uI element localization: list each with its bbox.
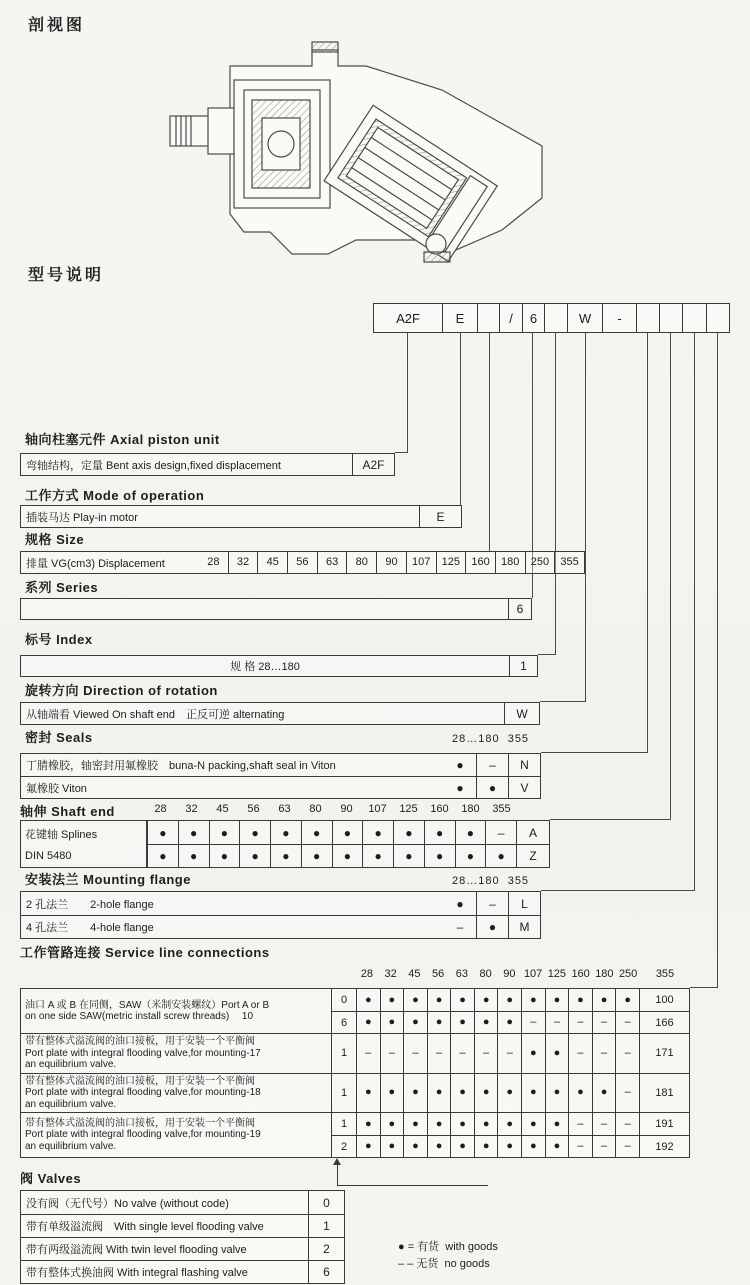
valve-code-arrow-line xyxy=(337,1164,488,1186)
shaft-availability-cell: ● xyxy=(147,821,178,844)
service-availability-cell: ● xyxy=(356,989,380,1011)
service-availability-cell: ● xyxy=(521,989,545,1011)
legend-line: – – 无货 no goods xyxy=(398,1258,490,1270)
axial-section-title: 轴向柱塞元件 Axial piston unit xyxy=(25,432,220,447)
flange-row xyxy=(21,892,540,915)
flange-row xyxy=(21,915,540,938)
index-row xyxy=(20,655,538,677)
service-availability-cell: – xyxy=(356,1034,380,1073)
service-size-headers xyxy=(355,968,690,980)
service-availability-cell: – xyxy=(592,1113,616,1135)
service-group-label-line: an equilibrium valve. xyxy=(25,1098,117,1110)
service-group-label-line: Port plate with integral flooding valve,for mounting-18 xyxy=(25,1087,261,1098)
shaft-availability-cell: ● xyxy=(301,821,332,844)
service-availability-cell: ● xyxy=(403,1136,427,1157)
valves-row xyxy=(21,1260,344,1283)
service-size-header-cell: 32 xyxy=(384,968,397,980)
shaft-size-headers xyxy=(145,803,517,815)
rotation-code: W xyxy=(504,703,539,724)
service-availability-cell: ● xyxy=(380,1012,404,1033)
index-code: 1 xyxy=(509,656,537,676)
flange-availability-cell: ● xyxy=(456,896,464,911)
shaft-table xyxy=(20,820,550,868)
service-availability-cell: ● xyxy=(403,1113,427,1135)
service-group xyxy=(21,989,689,1033)
service-availability-cell: ● xyxy=(403,1012,427,1033)
service-availability-cell: – xyxy=(615,1074,639,1113)
shaft-availability-cell: ● xyxy=(209,845,240,867)
service-availability-cell: ● xyxy=(474,1074,498,1113)
service-availability-cell: ● xyxy=(356,1012,380,1033)
shaft-row xyxy=(147,821,549,844)
shaft-row xyxy=(147,844,549,867)
shaft-availability-cell: ● xyxy=(393,845,424,867)
valves-table xyxy=(20,1190,345,1284)
mode-row xyxy=(20,505,462,528)
service-row-code-number: 191 xyxy=(639,1113,689,1135)
flange-section-title: 安装法兰 Mounting flange xyxy=(25,872,191,887)
index-section-title: 标号 Index xyxy=(25,632,93,647)
series-section-title: 系列 Series xyxy=(25,580,99,595)
service-availability-cell: ● xyxy=(380,1113,404,1135)
mode-code: E xyxy=(419,506,461,527)
mode-label: 插装马达 Play-in motor xyxy=(26,511,138,524)
service-availability-cell: ● xyxy=(545,1136,569,1157)
service-row-valve-code: 2 xyxy=(340,1140,348,1153)
service-size-header-cell: 80 xyxy=(479,968,492,980)
shaft-label-line: DIN 5480 xyxy=(25,850,72,862)
index-label: 规 格 28…180 xyxy=(230,661,300,673)
shaft-label-line: 花键轴 Splines xyxy=(25,829,98,841)
valves-row-label: 带有两级溢流阀 With twin level flooding valve xyxy=(26,1244,247,1256)
service-row xyxy=(332,1135,689,1157)
service-availability-cell: ● xyxy=(545,1034,569,1073)
service-group-label-line: 带有整体式溢流阀的油口接板，用于安装一个平衡阀 xyxy=(25,1036,255,1047)
service-group-label-line: 带有整体式溢流阀的油口接板，用于安装一个平衡阀 xyxy=(25,1117,255,1129)
shaft-size-header-cell: 28 xyxy=(154,803,167,815)
shaft-availability-cell: ● xyxy=(270,821,301,844)
rotation-label: 从轴端看 Viewed On shaft end 正反可逆 alternating xyxy=(26,708,285,721)
service-availability-cell: – xyxy=(521,1012,545,1033)
model-box-4: / xyxy=(499,303,523,333)
flange-availability-cell: – xyxy=(456,920,464,934)
valves-row xyxy=(21,1214,344,1237)
shaft-availability-cell: ● xyxy=(239,821,270,844)
service-row-code-number: 192 xyxy=(639,1136,689,1157)
service-availability-cell: – xyxy=(615,1136,639,1157)
shaft-availability-cell: – xyxy=(485,821,516,844)
series-empty-cell xyxy=(21,599,508,619)
service-availability-cell: ● xyxy=(521,1113,545,1135)
service-group-label-line: on one side SAW(metric install screw threads) 10 xyxy=(25,1011,254,1022)
connector-line-3 xyxy=(489,333,490,551)
service-group xyxy=(21,1033,689,1073)
shaft-section-title: 轴伸 Shaft end xyxy=(20,804,115,819)
flange-availability-cell: ● xyxy=(476,916,508,938)
service-availability-cell: – xyxy=(592,1034,616,1073)
valves-row-label: 带有单级溢流阀 With single level flooding valve xyxy=(26,1221,264,1233)
service-availability-cell: ● xyxy=(568,989,592,1011)
shaft-availability-cell: ● xyxy=(424,845,455,867)
service-row xyxy=(332,1113,689,1135)
service-availability-cell: ● xyxy=(450,1074,474,1113)
service-availability-cell: – xyxy=(568,1034,592,1073)
shaft-availability-cell: ● xyxy=(332,821,363,844)
service-availability-cell: ● xyxy=(380,1136,404,1157)
shaft-size-header-cell: 63 xyxy=(278,803,291,815)
service-group-label-line: an equilibrium valve. xyxy=(25,1059,117,1070)
series-code: 6 xyxy=(508,599,531,619)
service-row xyxy=(332,1011,689,1033)
size-value-cell: 45 xyxy=(257,552,287,573)
valves-row-code: 6 xyxy=(308,1261,344,1283)
service-availability-cell: ● xyxy=(474,1136,498,1157)
flange-row-code: L xyxy=(508,892,540,915)
valves-row-label: 带有整体式换油阀 With integral flashing valve xyxy=(26,1267,248,1279)
shaft-availability-cell: ● xyxy=(209,821,240,844)
service-row-valve-code: 1 xyxy=(340,1118,348,1130)
connector-line-10 xyxy=(690,333,718,988)
model-box-10 xyxy=(659,303,683,333)
service-availability-cell: ● xyxy=(427,1136,451,1157)
valves-row-code: 2 xyxy=(308,1238,344,1260)
service-size-header-cell: 56 xyxy=(432,968,445,980)
service-row xyxy=(332,1074,689,1113)
shaft-availability-cell: ● xyxy=(147,845,178,867)
seals-availability-cell: ● xyxy=(456,758,464,772)
model-box-11 xyxy=(682,303,707,333)
service-availability-cell: – xyxy=(450,1034,474,1073)
service-group-label-line: 带有整体式溢流阀的油口接板，用于安装一个平衡阀 xyxy=(25,1075,255,1087)
seals-size-header: 28…180 355 xyxy=(452,733,530,745)
service-row-valve-code: 6 xyxy=(340,1016,348,1029)
size-values xyxy=(199,552,584,573)
series-row xyxy=(20,598,532,620)
size-value-cell: 180 xyxy=(495,552,525,573)
service-availability-cell: ● xyxy=(545,989,569,1011)
model-box-6 xyxy=(544,303,568,333)
service-availability-cell: ● xyxy=(356,1136,380,1157)
service-availability-cell: ● xyxy=(380,1074,404,1113)
service-availability-cell: ● xyxy=(497,1012,521,1033)
service-availability-cell: ● xyxy=(380,989,404,1011)
service-row xyxy=(332,989,689,1011)
connector-line-9 xyxy=(541,333,695,891)
size-value-cell: 250 xyxy=(525,552,555,573)
shaft-availability-cell: ● xyxy=(424,821,455,844)
shaft-availability-cell: ● xyxy=(178,845,209,867)
service-availability-cell: ● xyxy=(427,1074,451,1113)
service-availability-cell: ● xyxy=(450,989,474,1011)
size-value-cell: 90 xyxy=(376,552,406,573)
service-availability-cell: ● xyxy=(356,1074,380,1113)
service-row xyxy=(332,1034,689,1073)
service-availability-cell: – xyxy=(380,1034,404,1073)
legend-line: ● = 有货 with goods xyxy=(398,1241,498,1253)
valves-row-label: 没有阀（无代号）No valve (without code) xyxy=(26,1197,229,1210)
service-group-label-line: an equilibrium valve. xyxy=(25,1140,117,1152)
service-availability-cell: – xyxy=(615,1012,639,1033)
shaft-availability-cell: ● xyxy=(455,845,486,867)
shaft-availability-cell: ● xyxy=(332,845,363,867)
service-size-header-cell: 107 xyxy=(523,968,543,980)
service-availability-cell: – xyxy=(474,1034,498,1073)
size-value-cell: 80 xyxy=(346,552,376,573)
shaft-size-header-cell: 107 xyxy=(368,803,387,815)
service-size-header-cell: 355 xyxy=(655,968,675,980)
service-size-header-cell: 45 xyxy=(408,968,421,980)
size-row xyxy=(20,551,585,574)
size-value-cell: 32 xyxy=(228,552,258,573)
service-group-label-line: 油口 A 或 B 在同侧，SAW（米制安装螺纹）Port A or B xyxy=(25,999,270,1011)
valves-section-title: 阀 Valves xyxy=(20,1171,82,1186)
model-title: 型号说明 xyxy=(28,267,105,284)
service-availability-cell: ● xyxy=(592,989,616,1011)
service-row-valve-code: 1 xyxy=(340,1047,348,1060)
shaft-size-header-cell: 32 xyxy=(185,803,198,815)
shaft-availability-cell: ● xyxy=(455,821,486,844)
shaft-availability-cell: ● xyxy=(239,845,270,867)
axial-label: 弯轴结构，定量 Bent axis design,fixed displacement xyxy=(26,459,281,472)
service-size-header-cell: 63 xyxy=(455,968,468,980)
service-availability-cell: ● xyxy=(545,1113,569,1135)
service-row-code-number: 181 xyxy=(639,1074,689,1113)
service-availability-cell: – xyxy=(615,1113,639,1135)
rotation-section-title: 旋转方向 Direction of rotation xyxy=(25,683,218,698)
seals-table xyxy=(20,753,541,799)
service-line-table xyxy=(20,988,690,1158)
shaft-size-header-cell: 56 xyxy=(247,803,260,815)
flange-row-label: 4 孔法兰 4-hole flange xyxy=(26,922,154,934)
service-size-header-cell: 28 xyxy=(360,968,373,980)
valves-row xyxy=(21,1191,344,1214)
service-availability-cell: ● xyxy=(521,1034,545,1073)
service-availability-cell: ● xyxy=(403,1074,427,1113)
shaft-size-header-cell: 180 xyxy=(461,803,480,815)
shaft-availability-cell: ● xyxy=(362,845,393,867)
size-value-cell: 56 xyxy=(287,552,317,573)
size-value-cell: 355 xyxy=(554,552,584,573)
service-availability-cell: ● xyxy=(450,1136,474,1157)
service-availability-cell: ● xyxy=(427,1113,451,1135)
shaft-availability-cell: ● xyxy=(270,845,301,867)
service-size-header-cell: 180 xyxy=(595,968,614,980)
service-availability-cell: ● xyxy=(497,1136,521,1157)
service-availability-cell: ● xyxy=(568,1074,592,1113)
service-availability-cell: ● xyxy=(497,1074,521,1113)
service-size-header-cell: 160 xyxy=(571,968,590,980)
service-availability-cell: ● xyxy=(474,989,498,1011)
service-row-code-number: 171 xyxy=(639,1034,689,1073)
service-availability-cell: ● xyxy=(521,1136,545,1157)
seals-row xyxy=(21,776,540,798)
valves-row-code: 1 xyxy=(308,1215,344,1237)
service-availability-cell: ● xyxy=(497,1113,521,1135)
service-availability-cell: – xyxy=(545,1012,569,1033)
size-value-cell: 125 xyxy=(436,552,466,573)
flange-row-label: 2 孔法兰 2-hole flange xyxy=(26,898,154,911)
axial-code: A2F xyxy=(352,454,394,475)
shaft-availability-cell: ● xyxy=(362,821,393,844)
flange-size-header: 28…180 355 xyxy=(452,875,530,887)
service-row-valve-code: 1 xyxy=(340,1086,348,1099)
service-availability-cell: – xyxy=(568,1136,592,1157)
service-size-header-cell: 250 xyxy=(618,968,638,980)
valves-row xyxy=(21,1237,344,1260)
connector-line-2 xyxy=(460,333,461,505)
service-availability-cell: ● xyxy=(356,1113,380,1135)
service-availability-cell: ● xyxy=(521,1074,545,1113)
service-group-label-line: Port plate with integral flooding valve,for mounting-19 xyxy=(25,1129,261,1141)
shaft-size-header-cell: 355 xyxy=(492,803,511,815)
valves-row-code: 0 xyxy=(308,1191,344,1214)
service-availability-cell: ● xyxy=(427,1012,451,1033)
service-row-code-number: 100 xyxy=(639,989,689,1011)
service-availability-cell: – xyxy=(568,1113,592,1135)
service-size-header-cell: 125 xyxy=(547,968,567,980)
service-size-header-cell: 90 xyxy=(503,968,516,980)
service-availability-cell: – xyxy=(497,1034,521,1073)
size-value-cell: 107 xyxy=(406,552,436,573)
rotation-row xyxy=(20,702,540,725)
shaft-size-header-cell: 45 xyxy=(216,803,229,815)
shaft-availability-cell: ● xyxy=(485,845,516,867)
shaft-availability-cell: ● xyxy=(301,845,332,867)
service-group xyxy=(21,1112,689,1157)
service-availability-cell: – xyxy=(592,1012,616,1033)
availability-legend xyxy=(398,1188,498,1273)
shaft-availability-cell: ● xyxy=(178,821,209,844)
model-box-7: W xyxy=(567,303,603,333)
connector-line-1 xyxy=(395,333,408,453)
shaft-size-header-cell: 160 xyxy=(430,803,449,815)
shaft-size-header-cell: 125 xyxy=(399,803,418,815)
seals-row-code: N xyxy=(508,754,540,776)
service-availability-cell: – xyxy=(592,1136,616,1157)
service-availability-cell: – xyxy=(615,1034,639,1073)
mode-section-title: 工作方式 Mode of operation xyxy=(25,488,205,503)
size-value-cell: 63 xyxy=(317,552,347,573)
service-availability-cell: – xyxy=(427,1034,451,1073)
shaft-row-code: Z xyxy=(516,845,549,867)
flange-table xyxy=(20,891,541,939)
service-availability-cell: ● xyxy=(615,989,639,1011)
size-section-title: 规格 Size xyxy=(25,532,85,547)
service-availability-cell: ● xyxy=(497,989,521,1011)
model-box-8: - xyxy=(602,303,637,333)
service-availability-cell: – xyxy=(403,1034,427,1073)
service-availability-cell: ● xyxy=(450,1113,474,1135)
service-availability-cell: ● xyxy=(545,1074,569,1113)
shaft-label xyxy=(21,821,146,867)
service-section-title: 工作管路连接 Service line connections xyxy=(20,945,270,960)
flange-availability-cell: – xyxy=(476,892,508,915)
model-box-3 xyxy=(477,303,500,333)
service-availability-cell: ● xyxy=(450,1012,474,1033)
flange-row-code: M xyxy=(508,916,540,938)
service-availability-cell: ● xyxy=(592,1074,616,1113)
model-box-9 xyxy=(636,303,660,333)
size-value-cell: 28 xyxy=(207,556,220,568)
model-box-5: 6 xyxy=(522,303,545,333)
service-row-valve-code: 0 xyxy=(340,994,348,1006)
axial-row xyxy=(20,453,395,476)
cutaway-drawing xyxy=(150,26,580,268)
seals-row-label: 丁腈橡胶，轴密封用氟橡胶 buna-N packing,shaft seal in Viton xyxy=(26,760,336,772)
seals-row xyxy=(21,754,540,776)
service-availability-cell: ● xyxy=(474,1012,498,1033)
service-availability-cell: – xyxy=(568,1012,592,1033)
size-value-cell: 160 xyxy=(465,552,495,573)
service-availability-cell: ● xyxy=(427,989,451,1011)
model-box-2: E xyxy=(442,303,478,333)
model-box-12 xyxy=(706,303,730,333)
seals-availability-cell: ● xyxy=(456,780,464,795)
model-box-1: A2F xyxy=(373,303,443,333)
shaft-size-header-cell: 90 xyxy=(340,803,353,815)
service-availability-cell: ● xyxy=(403,989,427,1011)
shaft-size-header-cell: 80 xyxy=(309,803,322,815)
shaft-availability-cell: ● xyxy=(393,821,424,844)
shaft-row-code: A xyxy=(516,821,549,844)
seals-section-title: 密封 Seals xyxy=(25,730,93,745)
service-availability-cell: ● xyxy=(474,1113,498,1135)
size-label: 排量 VG(cm3) Displacement xyxy=(26,557,165,570)
seals-availability-cell: ● xyxy=(476,777,508,798)
service-group-label-line: Port plate with integral flooding valve,for mounting-17 xyxy=(25,1047,261,1059)
service-group xyxy=(21,1073,689,1113)
seals-row-code: V xyxy=(508,777,540,798)
seals-row-label: 氟橡胶 Viton xyxy=(26,782,87,795)
seals-availability-cell: – xyxy=(476,754,508,776)
cutaway-title: 剖视图 xyxy=(28,17,86,34)
service-row-code-number: 166 xyxy=(639,1012,689,1033)
